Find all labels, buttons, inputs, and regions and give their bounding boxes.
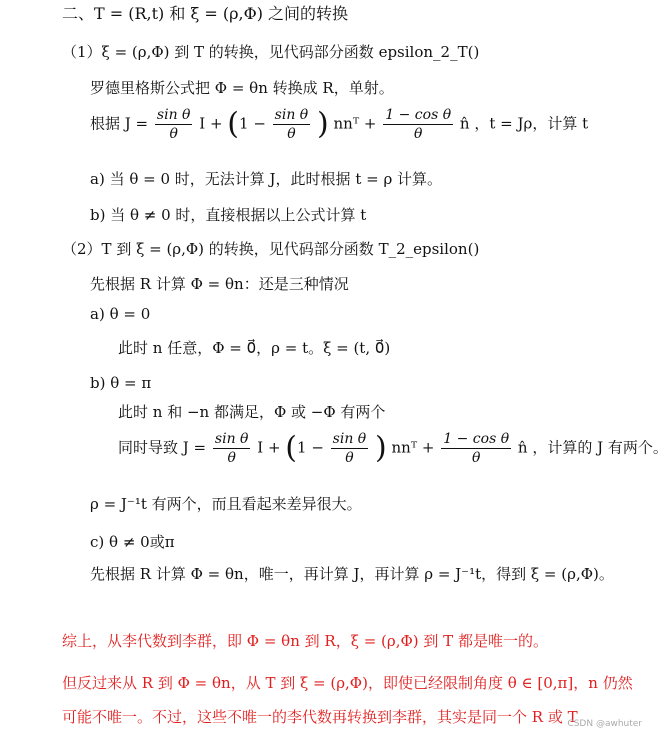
fraction-denominator: θ (227, 450, 236, 466)
case2-a-detail: 此时 n 任意，Φ = 0⃗，ρ = t。ξ = (t, 0⃗) (118, 339, 391, 357)
fraction-sin-theta-2 (331, 432, 369, 465)
case2-b-label: b) θ = π (90, 374, 152, 392)
case2-c-label: c) θ ≠ 0或π (90, 533, 175, 551)
right-paren: ) (375, 430, 387, 466)
fraction-numerator: sin θ (274, 107, 309, 123)
formula-mid: I + (257, 438, 281, 457)
summary-line-2: 但反过来从 R 到 Φ = θn，从 T 到 ξ = (ρ,Φ)，即使已经限制角度 θ ∈ [0,π]，n 仍然 (62, 674, 633, 692)
formula-prefix: 根据 J = (90, 114, 149, 133)
left-paren: ( (285, 430, 298, 466)
fraction-sin-theta (213, 432, 251, 465)
case2-c-detail: 先根据 R 计算 Φ = θn，唯一，再计算 J，再计算 ρ = J⁻¹t，得到 ξ = (ρ,Φ)。 (90, 565, 614, 583)
jacobian-formula-1: 根据 J = $\frac{\text{sin θ}}{\theta}$ I + (1 − $\frac{\text{sin θ}}{\theta}$ ) nnᵀ + $\frac{\text{1 − cos θ}}{\theta}$ n̂ ，t = Jρ，计算 t (90, 106, 589, 142)
fraction-denominator: θ (471, 450, 481, 466)
left-paren: ( (227, 106, 240, 142)
summary-line-3: 可能不唯一。不过，这些不唯一的李代数再转换到李群，其实是同一个 R 或 T (62, 708, 578, 726)
fraction-denominator: θ (287, 126, 296, 142)
case-b-line: b) 当 θ ≠ 0 时，直接根据以上公式计算 t (90, 206, 367, 224)
case2-a-label: a) θ = 0 (90, 305, 151, 323)
section-title: 二、T = (R,t) 和 ξ = (ρ,Φ) 之间的转换 (62, 4, 349, 23)
watermark: CSDN @awhuter (567, 719, 642, 729)
fraction-one-minus-cos (383, 108, 453, 141)
fraction-sin-theta (155, 108, 193, 141)
subsection-1-title: （1）ξ = (ρ,Φ) 到 T 的转换，见代码部分函数 epsilon_2_T() (62, 43, 480, 61)
fraction-numerator: sin θ (214, 431, 249, 447)
formula-mid-2: nnᵀ + (391, 438, 435, 457)
fraction-numerator: sin θ (332, 431, 367, 447)
formula-prefix: 同时导致 J = (118, 438, 207, 457)
fraction-numerator: 1 − cos θ (385, 107, 452, 123)
fraction-denominator: θ (413, 126, 423, 142)
fraction-numerator: sin θ (156, 107, 191, 123)
case-a-line: a) 当 θ = 0 时，无法计算 J，此时根据 t = ρ 计算。 (90, 170, 443, 188)
jacobian-formula-2: 同时导致 J = $\frac{\text{sin θ}}{\theta}$ I + (1 − $\frac{\text{sin θ}}{\theta}$ ) nnᵀ + $\frac{\text{1 − cos θ}}{\theta}$ n̂ ，计算的 J 有两个。 (118, 430, 668, 466)
formula-suffix: n̂ ，t = Jρ，计算 t (459, 114, 589, 133)
right-paren: ) (317, 106, 329, 142)
fraction-one-minus-cos (441, 432, 511, 465)
formula-suffix: n̂ ，计算的 J 有两个。 (517, 438, 668, 457)
fraction-sin-theta-2 (273, 108, 311, 141)
fraction-denominator: θ (169, 126, 178, 142)
case2-b-detail: 此时 n 和 −n 都满足，Φ 或 −Φ 有两个 (118, 403, 386, 421)
formula-mid: I + (199, 114, 223, 133)
first-calc-line: 先根据 R 计算 Φ = θn：还是三种情况 (90, 275, 349, 293)
fraction-numerator: 1 − cos θ (443, 431, 510, 447)
fraction-denominator: θ (345, 450, 354, 466)
rodrigues-line: 罗德里格斯公式把 Φ = θn 转换成 R，单射。 (90, 79, 394, 97)
rho-two-line: ρ = J⁻¹t 有两个，而且看起来差异很大。 (90, 495, 362, 513)
summary-line-1: 综上，从李代数到李群，即 Φ = θn 到 R，ξ = (ρ,Φ) 到 T 都是唯一的。 (62, 632, 548, 650)
subsection-2-title: （2）T 到 ξ = (ρ,Φ) 的转换，见代码部分函数 T_2_epsilon() (62, 240, 480, 258)
formula-mid-2: nnᵀ + (333, 114, 377, 133)
